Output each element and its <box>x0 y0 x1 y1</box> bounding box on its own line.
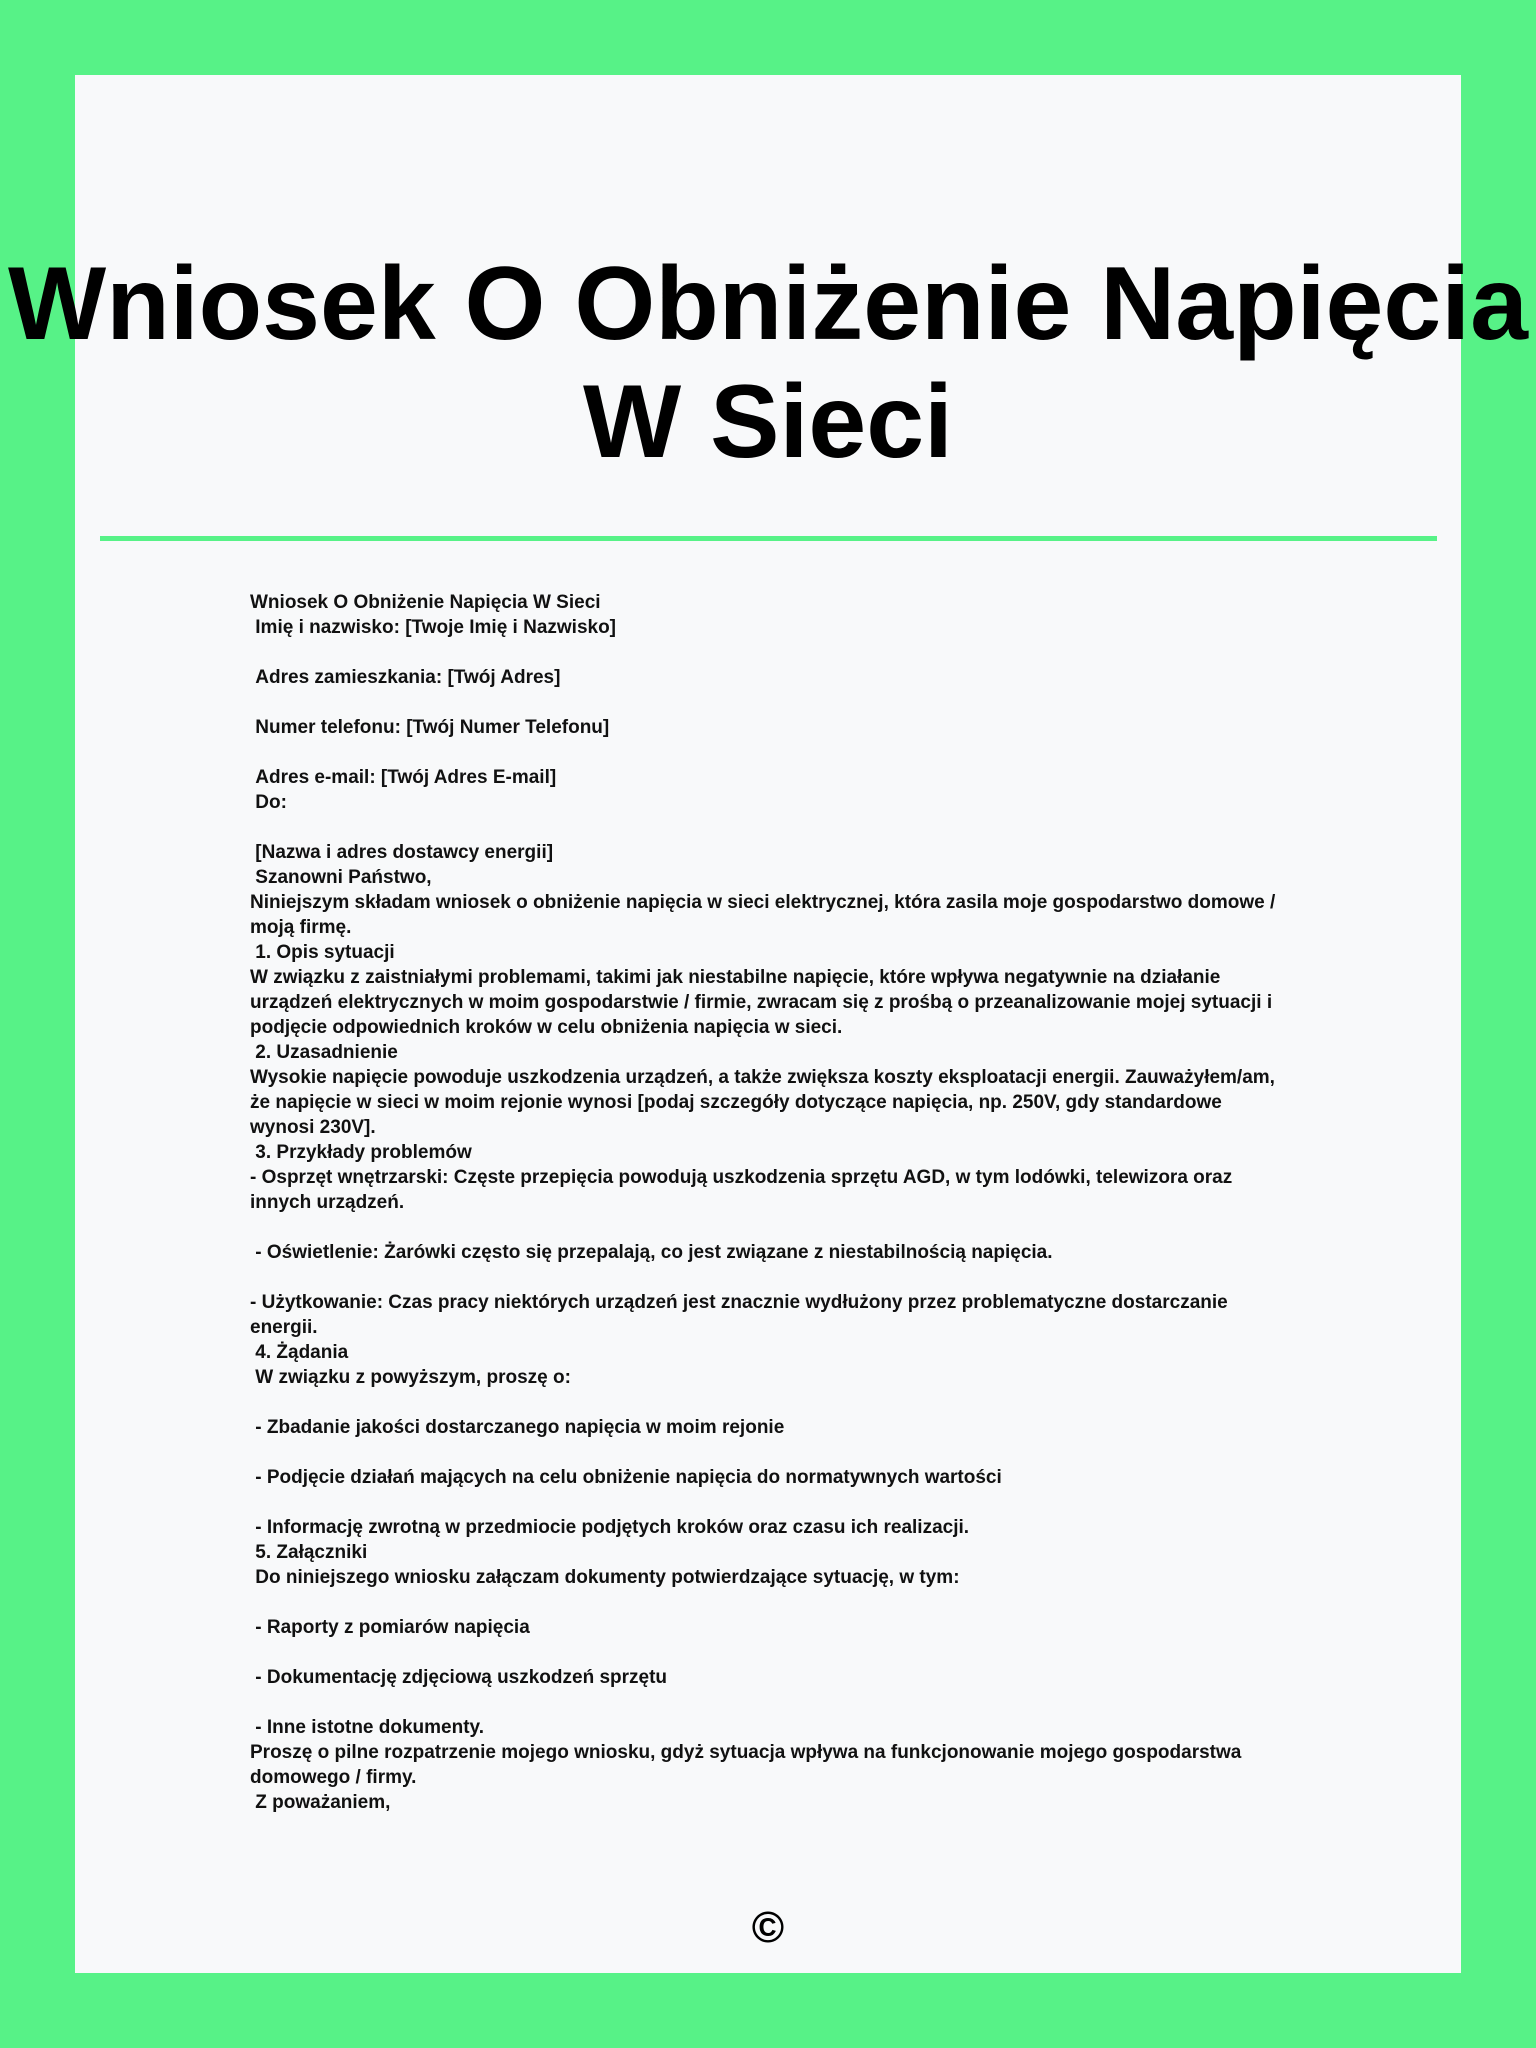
text-line: - Osprzęt wnętrzarski: Częste przepięcia powodują uszkodzenia sprzętu AGD, w tym lodówki, telewizora oraz innych urządzeń. <box>250 1167 1238 1213</box>
text-line: [Nazwa i adres dostawcy energii] <box>250 842 554 863</box>
blank-line <box>250 1390 1285 1415</box>
text-line: 4. Żądania <box>250 1342 349 1363</box>
text-line: Imię i nazwisko: [Twoje Imię i Nazwisko] <box>250 617 617 638</box>
title-divider <box>100 536 1437 541</box>
blank-line <box>250 1690 1285 1715</box>
text-line: 1. Opis sytuacji <box>250 942 395 963</box>
text-line: W związku z powyższym, proszę o: <box>250 1367 571 1388</box>
text-line: 2. Uzasadnienie <box>250 1042 398 1063</box>
text-line: W związku z zaistniałymi problemami, takimi jak niestabilne napięcie, które wpływa negatywnie na działanie urządzeń elektrycznych w moim gospodarstwie / firmie, zwracam się z prośbą o przeanalizowanie mojej sytuacji i podjęcie odpowiednich kroków w celu obniżenia napięcia w sieci. <box>250 967 1278 1038</box>
blank-line <box>250 1440 1285 1465</box>
text-line: Adres zamieszkania: [Twój Adres] <box>250 667 561 688</box>
text-line: Niniejszym składam wniosek o obniżenie napięcia w sieci elektrycznej, która zasila moje gospodarstwo domowe / moją firmę. <box>250 892 1281 938</box>
text-line: Proszę o pilne rozpatrzenie mojego wniosku, gdyż sytuacja wpływa na funkcjonowanie mojego gospodarstwa domowego / firmy. <box>250 1742 1247 1788</box>
document-body <box>250 590 1285 1815</box>
text-line: - Inne istotne dokumenty. <box>250 1717 484 1738</box>
text-line: Z poważaniem, <box>250 1792 391 1813</box>
text-line: Do: <box>250 792 287 813</box>
text-line: - Użytkowanie: Czas pracy niektórych urządzeń jest znacznie wydłużony przez problematyczne dostarczanie energii. <box>250 1292 1233 1338</box>
blank-line <box>250 1490 1285 1515</box>
text-line: Szanowni Państwo, <box>250 867 432 888</box>
copyright-symbol: © <box>751 1903 785 1952</box>
text-line: Numer telefonu: [Twój Numer Telefonu] <box>250 717 610 738</box>
blank-line <box>250 1590 1285 1615</box>
blank-line <box>250 815 1285 840</box>
text-line: - Raporty z pomiarów napięcia <box>250 1617 530 1638</box>
text-line: - Zbadanie jakości dostarczanego napięcia w moim rejonie <box>250 1417 785 1438</box>
text-line: 3. Przykłady problemów <box>250 1142 472 1163</box>
text-line: - Oświetlenie: Żarówki często się przepalają, co jest związane z niestabilnością napięcia. <box>250 1242 1053 1263</box>
blank-line <box>250 740 1285 765</box>
text-line: - Podjęcie działań mających na celu obniżenie napięcia do normatywnych wartości <box>250 1467 1002 1488</box>
document-title: Wniosek O Obniżenie Napięcia W Sieci <box>8 246 1528 480</box>
text-line: - Dokumentację zdjęciową uszkodzeń sprzętu <box>250 1667 668 1688</box>
text-line: Adres e-mail: [Twój Adres E-mail] <box>250 767 557 788</box>
text-line: 5. Załączniki <box>250 1542 368 1563</box>
text-line: Wniosek O Obniżenie Napięcia W Sieci <box>250 592 601 613</box>
text-line: - Informację zwrotną w przedmiocie podjętych kroków oraz czasu ich realizacji. <box>250 1517 970 1538</box>
blank-line <box>250 690 1285 715</box>
text-line: Wysokie napięcie powoduje uszkodzenia urządzeń, a także zwiększa koszty eksploatacji energii. Zauważyłem/am, że napięcie w sieci w moim rejonie wynosi [podaj szczegóły dotyczące napięcia, np. 250V, gdy standardowe wynosi 230V]. <box>250 1067 1281 1138</box>
blank-line <box>250 1265 1285 1290</box>
text-line: Do niniejszego wniosku załączam dokumenty potwierdzające sytuację, w tym: <box>250 1567 960 1588</box>
blank-line <box>250 1215 1285 1240</box>
blank-line <box>250 1640 1285 1665</box>
blank-line <box>250 640 1285 665</box>
